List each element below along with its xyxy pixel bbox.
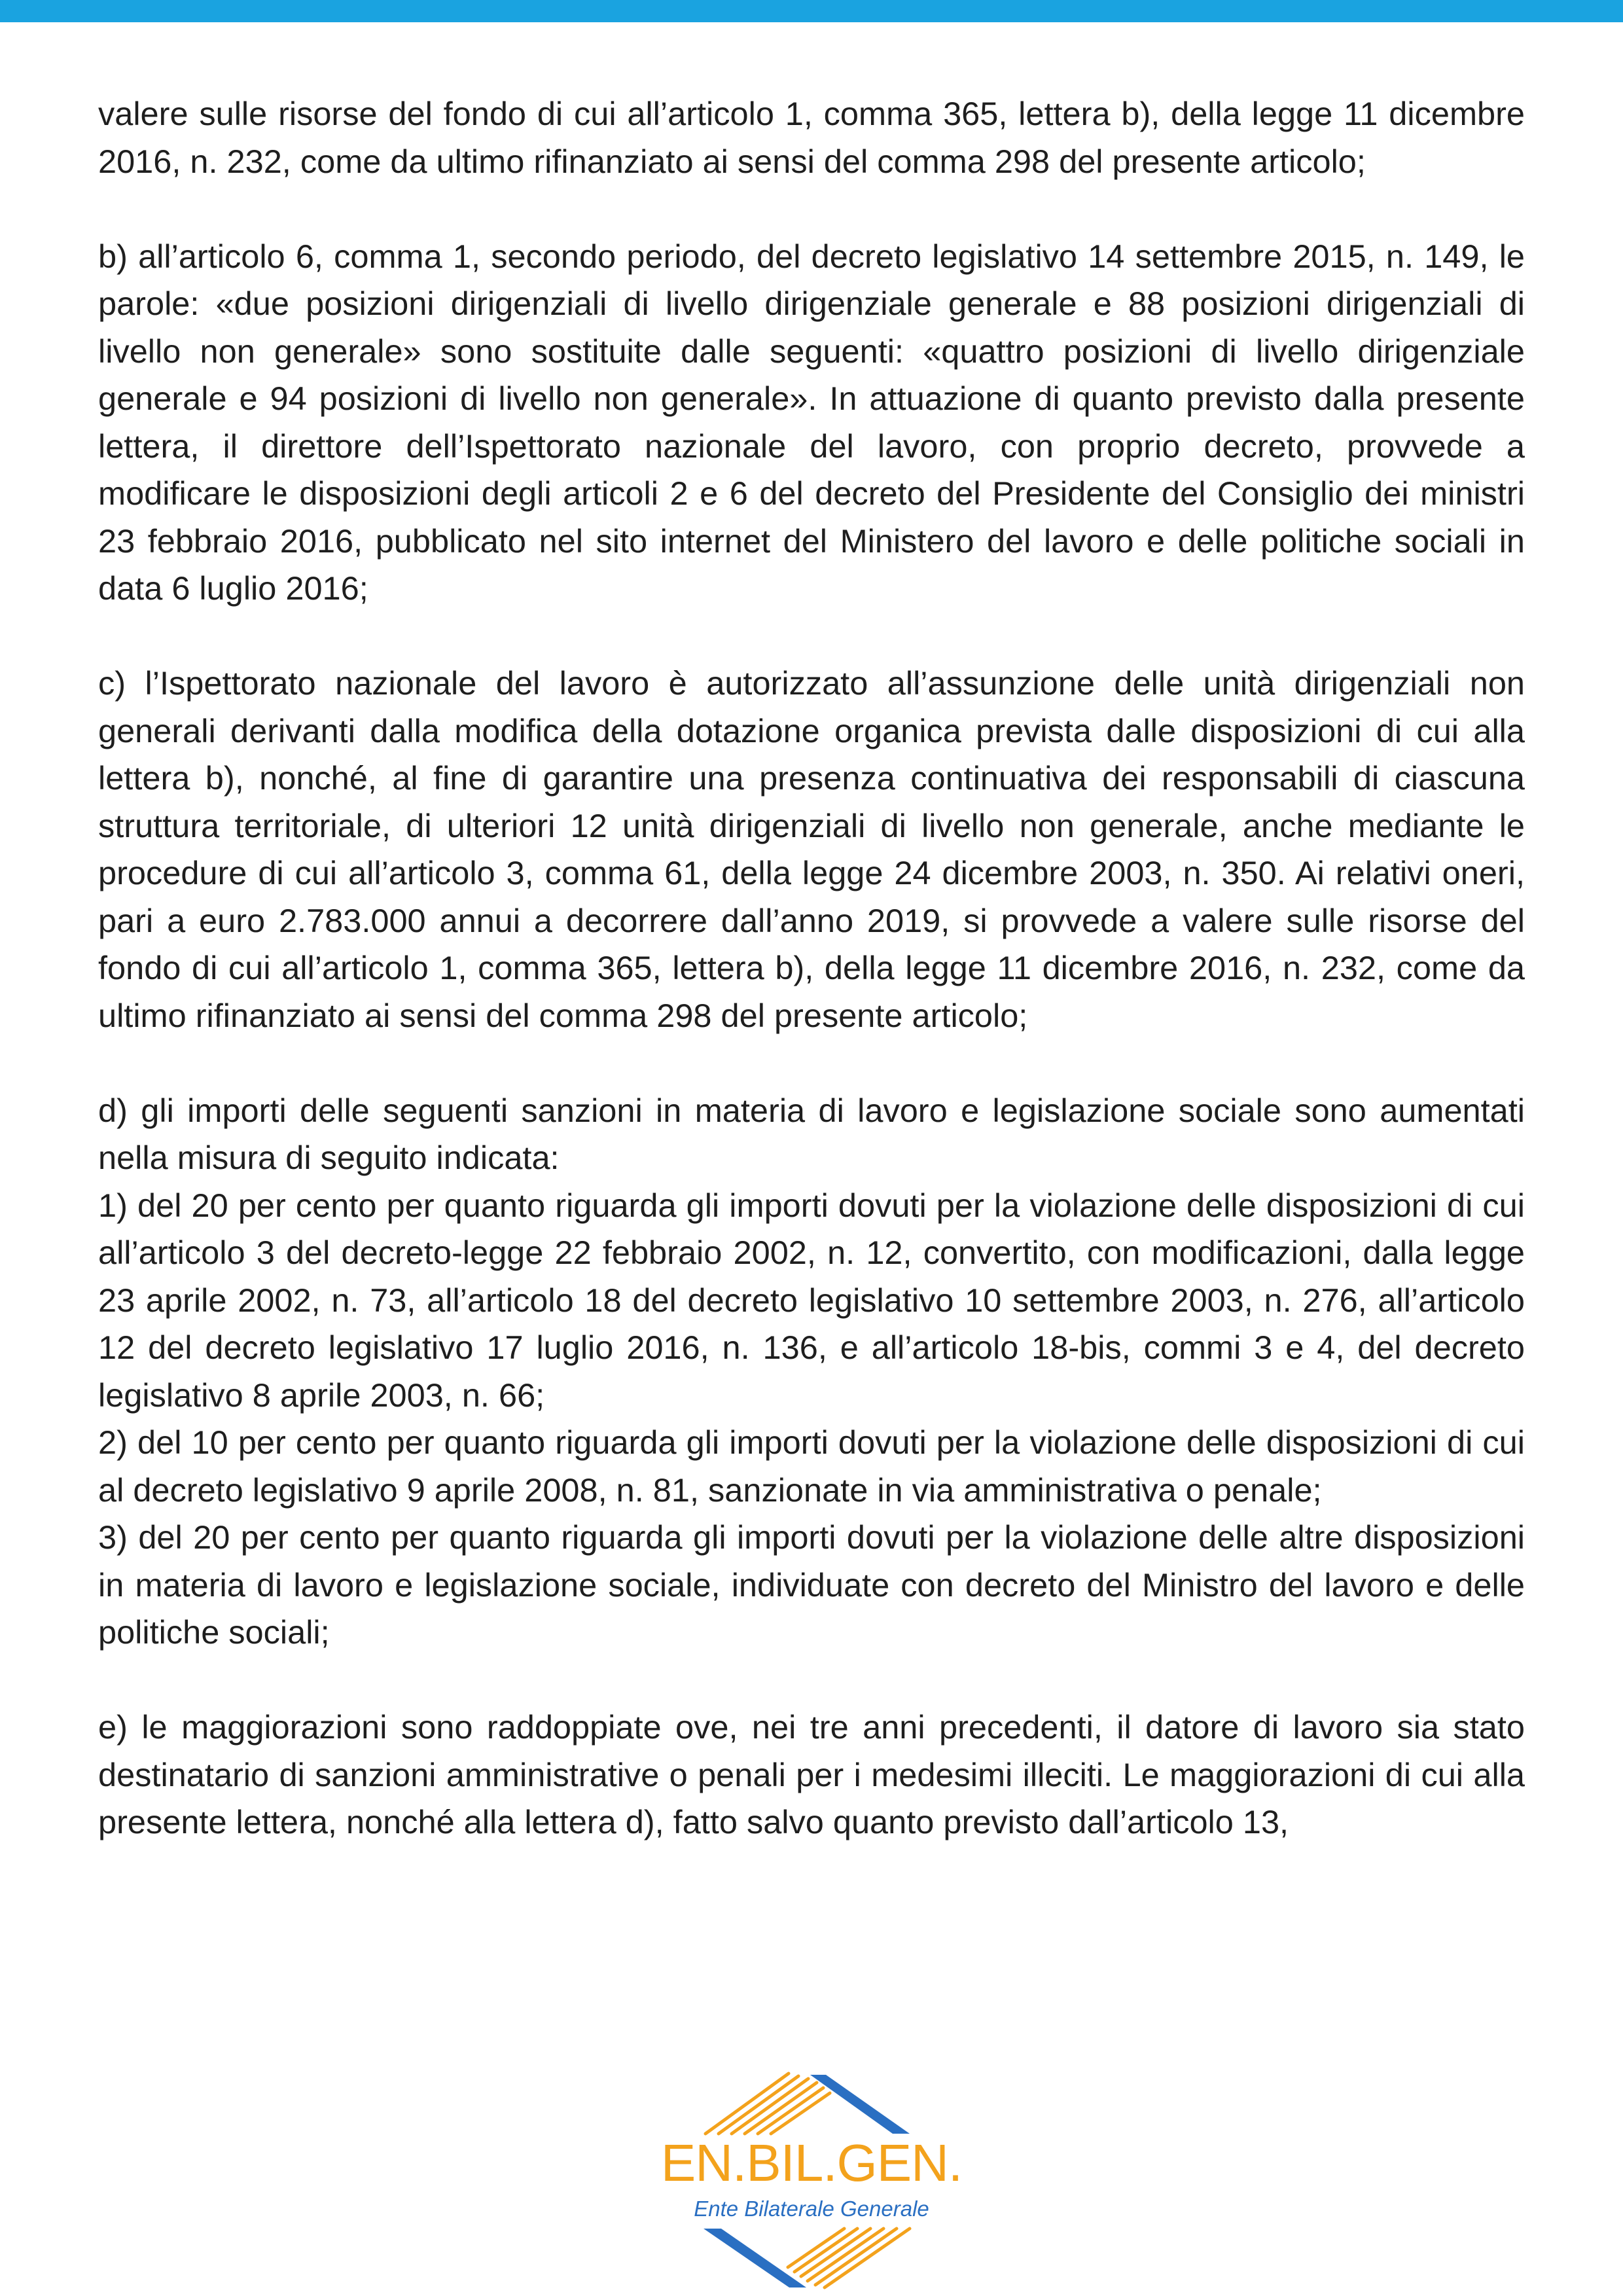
paragraph-b: b) all’articolo 6, comma 1, secondo periodo, del decreto legislativo 14 settembre 2015, n. 149, le parole: «due posizioni dirigenziali di livello dirigenziale generale e 88 posizioni dirigenziali di livello non generale» sono sostituite dalle seguenti: «quattro posizioni di livello dirigenziale generale e 94 posizioni di livello non generale». In attuazione di quanto previsto dalla presente lettera, il direttore dell’Ispettorato nazionale del lavoro, con proprio decreto, provvede a modificare le disposizioni degli articoli 2 e 6 del decreto del Presidente del Consiglio dei ministri 23 febbraio 2016, pubblicato nel sito internet del Ministero del lavoro e delle politiche sociali in data 6 luglio 2016; xyxy=(98,237,1525,607)
paragraph-spacer xyxy=(98,613,1525,660)
paragraph-a-continuation: valere sulle risorse del fondo di cui all’articolo 1, comma 365, lettera b), della legge 11 dicembre 2016, n. 232, come da ultimo rifinanziato ai sensi del comma 298 del presente articolo; xyxy=(98,95,1525,180)
top-accent-bar xyxy=(0,0,1623,22)
paragraph-d-item-3: 3) del 20 per cento per quanto riguarda gli importi dovuti per la violazione delle altre disposizioni in materia di lavoro e legislazione sociale, individuate con decreto del Ministro del lavoro e delle politiche sociali; xyxy=(98,1518,1525,1651)
paragraph-spacer xyxy=(98,1039,1525,1087)
paragraph-d: d) gli importi delle seguenti sanzioni in materia di lavoro e legislazione sociale sono aumentati nella misura di seguito indicata: xyxy=(98,1091,1525,1176)
enbilgen-logo xyxy=(641,2068,982,2291)
paragraph-c: c) l’Ispettorato nazionale del lavoro è autorizzato all’assunzione delle unità dirigenziali non generali derivanti dalla modifica della dotazione organica prevista dalle disposizioni di cui alla lettera b), nonché, al fine di garantire una presenza continuativa dei responsabili di ciascuna struttura territoriale, di ulteriori 12 unità dirigenziali di livello non generale, anche mediante le procedure di cui all’articolo 3, comma 61, della legge 24 dicembre 2003, n. 350. Ai relativi oneri, pari a euro 2.783.000 annui a decorrere dall’anno 2019, si provvede a valere sulle risorse del fondo di cui all’articolo 1, comma 365, lettera b), della legge 11 dicembre 2016, n. 232, come da ultimo rifinanziato ai sensi del comma 298 del presente articolo; xyxy=(98,664,1525,1034)
logo-name: EN.BIL.GEN. xyxy=(660,2134,963,2192)
paragraph-d-item-2: 2) del 10 per cento per quanto riguarda gli importi dovuti per la violazione delle disposizioni di cui al decreto legislativo 9 aprile 2008, n. 81, sanzionate in via amministrativa o penale; xyxy=(98,1424,1525,1509)
paragraph-e: e) le maggiorazioni sono raddoppiate ove, nei tre anni precedenti, il datore di lavoro sia stato destinatario di sanzioni amministrative o penali per i medesimi illeciti. Le maggiorazioni di cui alla presente lettera, nonché alla lettera d), fatto salvo quanto previsto dall’articolo 13, xyxy=(98,1708,1525,1840)
paragraph-spacer xyxy=(98,185,1525,233)
paragraph-spacer xyxy=(98,1657,1525,1704)
logo-subtitle: Ente Bilaterale Generale xyxy=(694,2197,929,2221)
document-body xyxy=(98,90,1525,1846)
paragraph-d-item-1: 1) del 20 per cento per quanto riguarda gli importi dovuti per la violazione delle disposizioni di cui all’articolo 3 del decreto-legge 22 febbraio 2002, n. 12, convertito, con modificazioni, dalla legge 23 aprile 2002, n. 73, all’articolo 18 del decreto legislativo 10 settembre 2003, n. 276, all’articolo 12 del decreto legislativo 17 luglio 2016, n. 136, e all’articolo 18-bis, commi 3 e 4, del decreto legislativo 8 aprile 2003, n. 66; xyxy=(98,1186,1525,1414)
